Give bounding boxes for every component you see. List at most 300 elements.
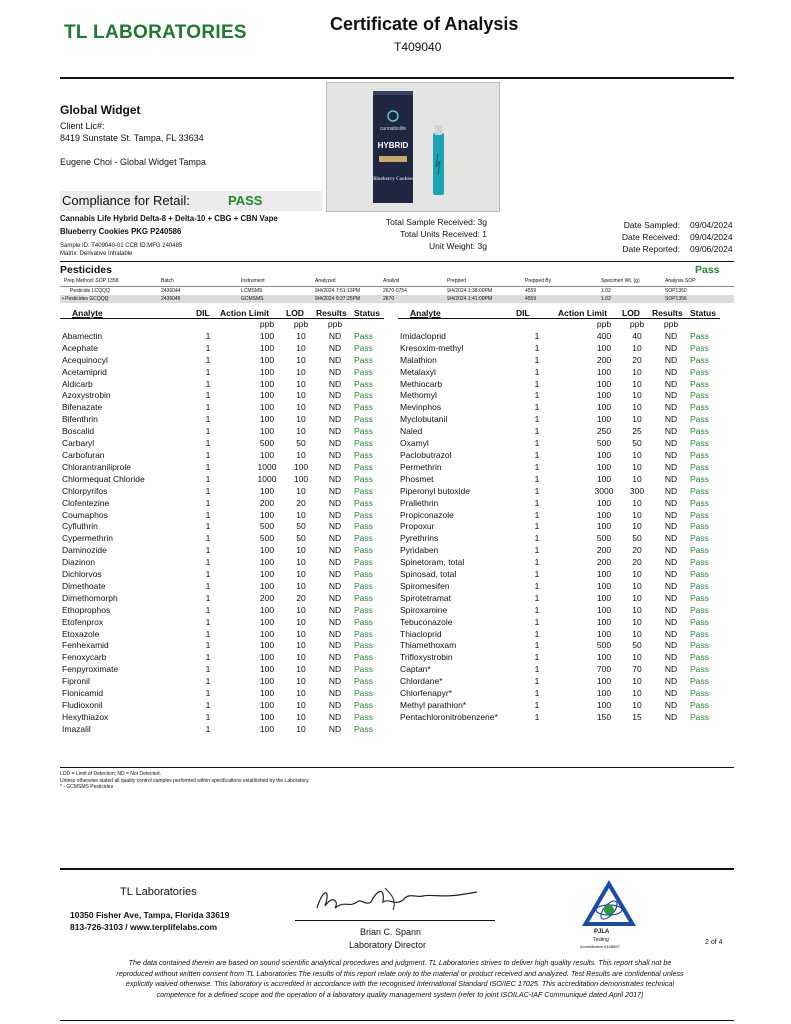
status-cell: Pass (354, 509, 373, 520)
lod-cell: 10 (632, 497, 642, 508)
lod-cell: 20 (296, 497, 306, 508)
action-limit-cell: 100 (259, 449, 275, 460)
action-limit-cell: 100 (596, 521, 612, 532)
dil-cell: 1 (534, 402, 540, 413)
dil-cell: 1 (205, 640, 211, 651)
status-cell: Pass (354, 700, 373, 710)
analyte-cell: Thiacloprid (400, 628, 442, 639)
compliance-banner (60, 191, 322, 211)
dil-cell: 1 (534, 628, 540, 639)
analyte-cell: Fenoxycarb (62, 652, 107, 663)
note-line: Unless otherwise stated all quality control samples performed within specifications established by the Laboratory. (60, 777, 310, 784)
dil-cell: 1 (205, 330, 211, 341)
action-limit-cell: 100 (596, 592, 612, 603)
action-limit-cell: 100 (259, 676, 275, 687)
status-cell: Pass (690, 557, 709, 568)
status-cell: Pass (690, 616, 709, 627)
section-title: Pesticides (60, 264, 112, 276)
result-cell: ND (664, 342, 678, 353)
dil-cell: 1 (534, 652, 540, 663)
action-limit-cell: 100 (596, 569, 612, 580)
product-name: Cannabis Life Hybrid Delta-8 + Delta-10 + CBG + CBN Vape (60, 214, 278, 223)
dil-cell: 1 (534, 414, 540, 425)
analyte-cell: Metalaxyl (400, 366, 436, 377)
prep-header: Prepped By (525, 278, 552, 285)
analyte-cell: Methiocarb (400, 378, 443, 389)
analyte-cell: Captan* (400, 664, 431, 675)
status-cell: Pass (690, 426, 709, 437)
dil-cell: 1 (205, 711, 211, 722)
analyte-cell: Chlorpyrifos (62, 485, 108, 496)
result-cell: ND (664, 366, 678, 377)
table-row (398, 426, 720, 438)
lod-cell: 10 (296, 569, 306, 580)
dil-cell: 1 (205, 616, 211, 627)
result-cell: ND (328, 426, 342, 437)
dil-cell: 1 (534, 664, 540, 675)
status-cell: Pass (354, 533, 373, 544)
dil-cell: 1 (205, 414, 211, 425)
result-cell: ND (664, 354, 678, 365)
status-cell: Pass (690, 521, 709, 532)
analyte-cell: Hexythiazox (62, 711, 109, 722)
lod-cell: 10 (296, 509, 306, 520)
status-cell: Pass (690, 688, 709, 699)
document-id: T409040 (394, 40, 442, 54)
dil-cell: 1 (205, 449, 211, 460)
status-cell: Pass (690, 378, 709, 389)
table-row (60, 343, 384, 355)
table-row (60, 605, 384, 617)
sample-matrix: Matrix: Derivative Inhalable (60, 251, 133, 257)
table-row (398, 367, 720, 379)
compliance-label: Compliance for Retail: (62, 193, 190, 208)
status-cell: Pass (354, 711, 373, 722)
prep-cell: SOP1350 (665, 287, 687, 294)
analyte-cell: Propoxur (400, 521, 435, 532)
prep-table (60, 277, 734, 303)
dil-cell: 1 (205, 473, 211, 484)
analyte-cell: Propiconazole (400, 509, 454, 520)
dil-cell: 1 (205, 664, 211, 675)
table-row (398, 712, 720, 724)
status-cell: Pass (354, 402, 373, 413)
status-cell: Pass (354, 592, 373, 603)
prep-header: Prep Method: SOP 1358 (64, 278, 119, 285)
result-cell: ND (328, 449, 342, 460)
prep-cell: 2436045 (161, 295, 181, 302)
action-limit-cell: 100 (259, 354, 275, 365)
action-limit-cell: 100 (259, 580, 275, 591)
status-cell: Pass (690, 533, 709, 544)
action-limit-cell: 500 (259, 533, 275, 544)
dil-cell: 1 (534, 580, 540, 591)
footer-lab-name: TL Laboratories (120, 886, 197, 898)
lod-cell: 10 (632, 402, 642, 413)
analyte-cell: Pentachloronitrobenzene* (400, 711, 498, 722)
dil-cell: 1 (534, 592, 540, 603)
sample-id: Sample ID: T409040-01 CCB ID:MFG 240485 (60, 243, 183, 249)
result-cell: ND (664, 688, 678, 699)
action-limit-cell: 100 (259, 664, 275, 675)
action-limit-cell: 100 (259, 569, 275, 580)
lod-cell: 10 (632, 414, 642, 425)
lod-cell: 10 (632, 580, 642, 591)
lod-cell: 10 (632, 378, 642, 389)
action-limit-cell: 1000 (257, 473, 277, 484)
action-limit-cell: 100 (596, 497, 612, 508)
dil-cell: 1 (205, 521, 211, 532)
table-row (60, 688, 384, 700)
date-value: 09/04/2024 (690, 220, 733, 230)
action-limit-cell: 100 (596, 342, 612, 353)
status-cell: Pass (354, 723, 373, 734)
dil-cell: 1 (205, 723, 211, 734)
status-cell: Pass (354, 426, 373, 437)
status-cell: Pass (690, 402, 709, 413)
action-limit-cell: 1000 (257, 461, 277, 472)
signer-name: Brian C. Spann (360, 927, 422, 937)
note-line: * - GCMSMS Pesticides (60, 784, 114, 790)
prep-cell: 9/4/2024 1:41:00PM (447, 295, 493, 302)
lod-cell: 10 (296, 640, 306, 651)
lod-cell: 10 (296, 628, 306, 639)
table-row (398, 521, 720, 533)
pjla-logo-icon (580, 878, 638, 928)
table-row (60, 724, 384, 736)
table-row (60, 438, 384, 450)
analyte-cell: Cyfluthrin (62, 521, 98, 532)
lod-cell: 10 (632, 509, 642, 520)
analyte-cell: Fenhexamid (62, 640, 109, 651)
action-limit-cell: 100 (259, 390, 275, 401)
status-cell: Pass (690, 485, 709, 496)
analyte-cell: Azoxystrobin (62, 390, 111, 401)
analyte-cell: Chlorfenapyr* (400, 688, 452, 699)
section-divider (60, 261, 734, 262)
analyte-cell: Acetamiprid (62, 366, 107, 377)
date-label: Date Reported: (622, 244, 680, 254)
dates-block (560, 219, 745, 255)
result-cell: ND (328, 640, 342, 651)
status-cell: Pass (690, 580, 709, 591)
dil-cell: 1 (205, 580, 211, 591)
result-cell: ND (328, 414, 342, 425)
result-cell: ND (328, 485, 342, 496)
dil-cell: 1 (534, 378, 540, 389)
result-cell: ND (664, 533, 678, 544)
action-limit-cell: 100 (596, 616, 612, 627)
action-limit-cell: 100 (259, 604, 275, 615)
action-limit-cell: 100 (596, 580, 612, 591)
result-cell: ND (664, 628, 678, 639)
result-cell: ND (664, 390, 678, 401)
result-cell: ND (328, 521, 342, 532)
dil-cell: 1 (534, 569, 540, 580)
status-cell: Pass (354, 330, 373, 341)
lod-cell: 10 (296, 557, 306, 568)
dil-cell: 1 (205, 545, 211, 556)
result-cell: ND (664, 438, 678, 449)
dil-cell: 1 (205, 652, 211, 663)
prep-header: Instrument (241, 278, 265, 285)
status-cell: Pass (354, 676, 373, 687)
status-cell: Pass (690, 461, 709, 472)
action-limit-cell: 700 (596, 664, 612, 675)
result-cell: ND (328, 557, 342, 568)
result-cell: ND (664, 509, 678, 520)
action-limit-cell: 100 (259, 616, 275, 627)
status-cell: Pass (354, 569, 373, 580)
action-limit-cell: 250 (596, 426, 612, 437)
lab-name: TL LABORATORIES (64, 22, 247, 43)
dil-cell: 1 (534, 545, 540, 556)
table-row (398, 379, 720, 391)
product-photo-illustration (327, 83, 499, 211)
result-cell: ND (664, 330, 678, 341)
table-row (60, 581, 384, 593)
result-cell: ND (328, 378, 342, 389)
prep-row (60, 295, 734, 303)
lod-cell: 10 (296, 711, 306, 722)
table-row (60, 486, 384, 498)
table-row (398, 402, 720, 414)
table-row (398, 414, 720, 426)
analyte-cell: Bifenthrin (62, 414, 98, 425)
status-cell: Pass (690, 449, 709, 460)
status-cell: Pass (354, 461, 373, 472)
dil-cell: 1 (534, 426, 540, 437)
table-row (60, 676, 384, 688)
bottom-divider (60, 1020, 734, 1021)
lod-cell: 10 (296, 485, 306, 496)
result-cell: ND (328, 497, 342, 508)
accreditor-name: PJLA (594, 929, 610, 935)
lod-cell: 10 (632, 342, 642, 353)
dil-cell: 1 (205, 497, 211, 508)
result-cell: ND (328, 676, 342, 687)
lod-cell: 20 (296, 592, 306, 603)
dil-cell: 1 (534, 616, 540, 627)
result-cell: ND (328, 604, 342, 615)
analyte-cell: Fipronil (62, 676, 90, 687)
lod-cell: 10 (632, 700, 642, 710)
result-cell: ND (664, 545, 678, 556)
lod-cell: 10 (296, 616, 306, 627)
action-limit-cell: 100 (259, 711, 275, 722)
date-label: Date Received: (621, 232, 680, 242)
analyte-cell: Cypermethrin (62, 533, 114, 544)
status-cell: Pass (354, 390, 373, 401)
lod-cell: 20 (632, 545, 642, 556)
dil-cell: 1 (205, 533, 211, 544)
action-limit-cell: 100 (596, 402, 612, 413)
analyte-cell: Methomyl (400, 390, 437, 401)
result-cell: ND (664, 497, 678, 508)
lod-cell: 10 (632, 366, 642, 377)
analyte-cell: Mevinphos (400, 402, 442, 413)
action-limit-cell: 100 (259, 688, 275, 699)
dil-cell: 1 (534, 604, 540, 615)
action-limit-cell: 100 (596, 688, 612, 699)
table-row (398, 438, 720, 450)
analyte-cell: Pyrethrins (400, 533, 439, 544)
status-cell: Pass (690, 414, 709, 425)
dil-cell: 1 (205, 438, 211, 449)
action-limit-cell: 200 (596, 354, 612, 365)
status-cell: Pass (690, 592, 709, 603)
lod-cell: 25 (632, 426, 642, 437)
action-limit-cell: 150 (596, 711, 612, 722)
status-cell: Pass (690, 354, 709, 365)
table-row (60, 652, 384, 664)
status-cell: Pass (354, 652, 373, 663)
document-title: Certificate of Analysis (330, 14, 519, 34)
table-row (398, 557, 720, 569)
compliance-status: PASS (228, 193, 263, 208)
action-limit-cell: 500 (259, 521, 275, 532)
analyte-cell: Dimethomorph (62, 592, 118, 603)
lod-cell: 10 (296, 700, 306, 710)
analyte-cell: Trifloxystrobin (400, 652, 453, 663)
analyte-cell: Piperonyl butoxide (400, 485, 470, 496)
table-row (398, 617, 720, 629)
lod-cell: 10 (296, 402, 306, 413)
table-row (398, 343, 720, 355)
lod-cell: 10 (632, 390, 642, 401)
lod-cell: 40 (632, 330, 642, 341)
result-cell: ND (328, 402, 342, 413)
result-cell: ND (664, 473, 678, 484)
result-cell: ND (664, 664, 678, 675)
table-row (398, 355, 720, 367)
action-limit-cell: 100 (596, 628, 612, 639)
lod-cell: 300 (629, 485, 645, 496)
table-row (398, 640, 720, 652)
lod-cell: 10 (296, 676, 306, 687)
note-line: LOD = Limit of Detection; ND = Not Detected. (60, 771, 161, 777)
analyte-cell: Carbofuran (62, 449, 105, 460)
table-row (398, 581, 720, 593)
analyte-cell: Spirotetramat (400, 592, 452, 603)
table-row (60, 402, 384, 414)
analyte-cell: Pyridaben (400, 545, 439, 556)
result-cell: ND (328, 700, 342, 710)
table-row (60, 629, 384, 641)
table-row (398, 498, 720, 510)
action-limit-cell: 100 (259, 640, 275, 651)
dil-cell: 1 (534, 700, 540, 710)
results-unit-row: ppb ppb ppb (398, 319, 720, 331)
table-row (60, 355, 384, 367)
result-cell: ND (328, 473, 342, 484)
result-cell: ND (328, 461, 342, 472)
prep-cell: LCMSMS (241, 287, 263, 294)
analyte-cell: Permethrin (400, 461, 442, 472)
result-cell: ND (328, 688, 342, 699)
dil-cell: 1 (205, 366, 211, 377)
analyte-cell: Methyl parathion* (400, 700, 467, 710)
prep-header: Batch (161, 278, 174, 285)
table-row (398, 664, 720, 676)
table-row (398, 569, 720, 581)
result-cell: ND (328, 580, 342, 591)
analyte-cell: Thiamethoxam (400, 640, 457, 651)
dil-cell: 1 (205, 557, 211, 568)
result-cell: ND (328, 545, 342, 556)
analyte-cell: Daminozide (62, 545, 107, 556)
lod-cell: 10 (296, 390, 306, 401)
date-value: 09/04/2024 (690, 232, 733, 242)
action-limit-cell: 100 (596, 652, 612, 663)
analyte-cell: Chlormequat Chloride (62, 473, 145, 484)
status-cell: Pass (690, 569, 709, 580)
status-cell: Pass (354, 557, 373, 568)
table-row (398, 533, 720, 545)
action-limit-cell: 100 (596, 604, 612, 615)
client-contact: Eugene Choi - Global Widget Tampa (60, 157, 206, 167)
action-limit-cell: 3000 (594, 485, 614, 496)
result-cell: ND (664, 485, 678, 496)
lod-cell: 10 (632, 521, 642, 532)
result-cell: ND (664, 449, 678, 460)
table-row (398, 450, 720, 462)
lod-cell: 50 (296, 533, 306, 544)
action-limit-cell: 100 (259, 723, 275, 734)
section-status: Pass (695, 264, 720, 276)
action-limit-cell: 200 (259, 592, 275, 603)
lod-cell: 10 (296, 604, 306, 615)
table-row (60, 367, 384, 379)
date-row (560, 219, 745, 231)
status-cell: Pass (354, 604, 373, 615)
result-cell: ND (328, 592, 342, 603)
action-limit-cell: 100 (596, 414, 612, 425)
prep-cell: 4559 (525, 295, 537, 302)
analyte-cell: Coumaphos (62, 509, 108, 520)
dil-cell: 1 (534, 640, 540, 651)
dil-cell: 1 (534, 438, 540, 449)
status-cell: Pass (690, 390, 709, 401)
lod-cell: 10 (296, 449, 306, 460)
result-cell: ND (328, 652, 342, 663)
status-cell: Pass (690, 628, 709, 639)
result-cell: ND (328, 509, 342, 520)
prep-row (60, 286, 734, 295)
action-limit-cell: 100 (259, 628, 275, 639)
analyte-cell: Flonicamid (62, 688, 104, 699)
box-flavor-label: Blueberry Cookies (373, 177, 413, 182)
lod-cell: 10 (296, 664, 306, 675)
dil-cell: 1 (205, 402, 211, 413)
table-row (60, 390, 384, 402)
signer-title: Laboratory Director (349, 940, 427, 950)
page-number: 2 of 4 (705, 939, 723, 946)
action-limit-cell: 100 (259, 545, 275, 556)
analyte-cell: Bifenazate (62, 402, 103, 413)
dil-cell: 1 (205, 509, 211, 520)
lod-cell: 70 (632, 664, 642, 675)
result-cell: ND (328, 533, 342, 544)
table-row (398, 629, 720, 641)
lod-cell: 10 (632, 676, 642, 687)
table-row (398, 331, 720, 343)
table-row (60, 617, 384, 629)
analyte-cell: Kresoxim-methyl (400, 342, 464, 353)
prep-header: Analyzed (315, 278, 336, 285)
prep-header: Prepped (447, 278, 466, 285)
result-cell: ND (664, 402, 678, 413)
